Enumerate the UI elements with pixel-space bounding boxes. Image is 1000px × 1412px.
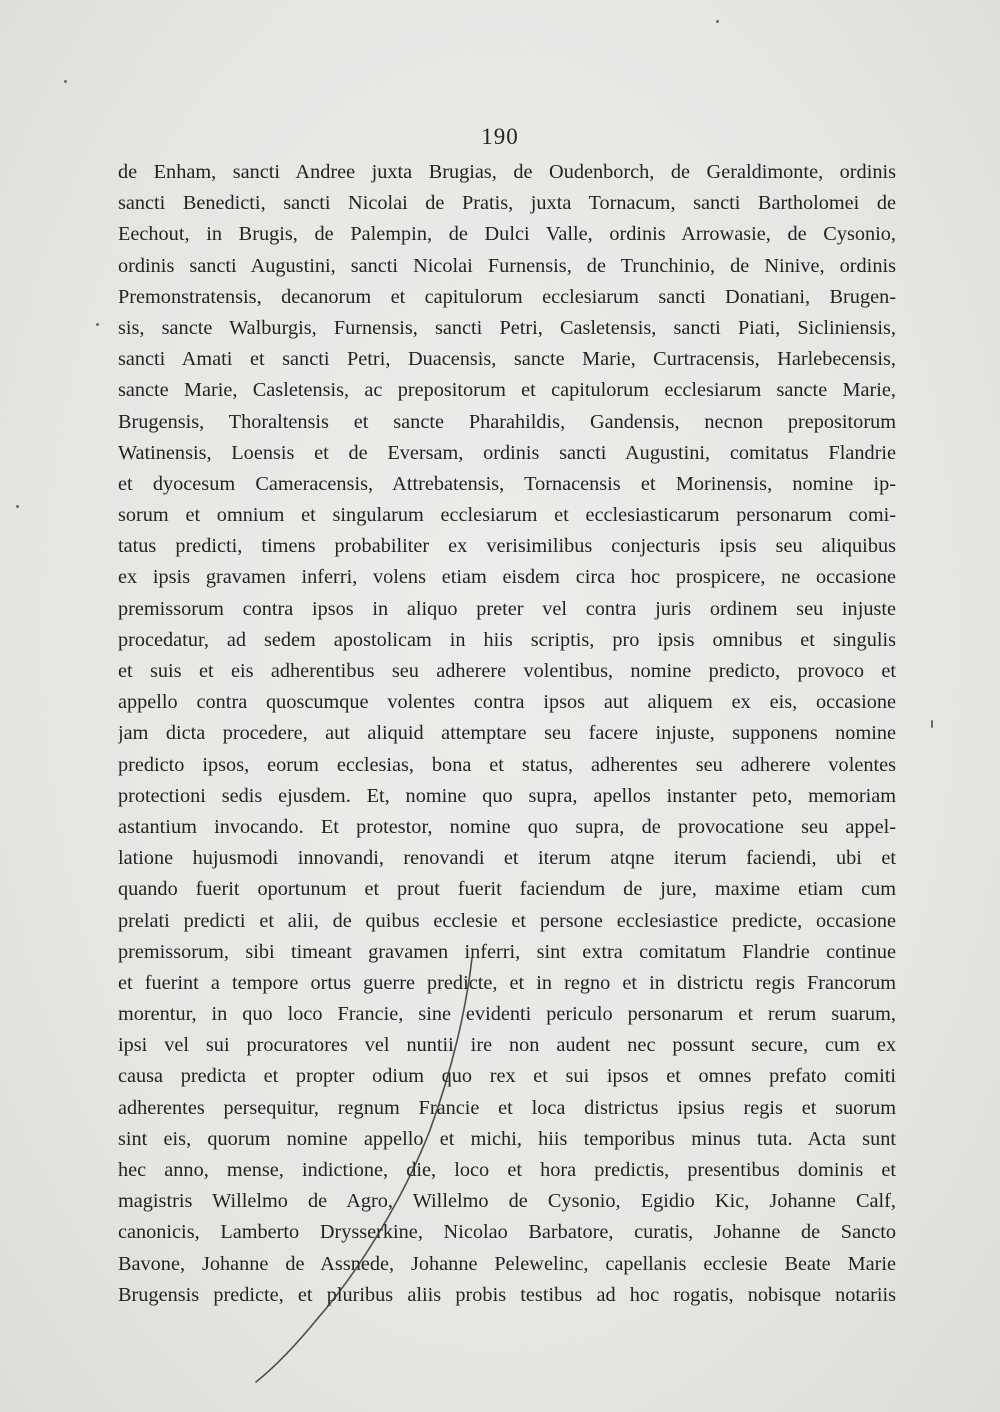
text-line: sint eis, quorum nomine appello et michi, hiis temporibus minus tuta. Acta sunt <box>118 1127 896 1150</box>
text-line: premissorum contra ipsos in aliquo preter vel contra juris ordinem seu injuste <box>118 597 896 620</box>
body-text <box>118 157 896 1311</box>
text-line: jam dicta procedere, aut aliquid attemptare seu facere injuste, supponens nomine <box>118 722 896 745</box>
text-line: et fuerint a tempore ortus guerre predicte, et in regno et in districtu regis Francorum <box>118 971 896 994</box>
text-line: astantium invocando. Et protestor, nomine quo supra, de provocatione seu appel- <box>118 815 896 838</box>
text-line: Eechout, in Brugis, de Palempin, de Dulci Valle, ordinis Arrowasie, de Cysonio, <box>118 223 896 246</box>
text-line: predicto ipsos, eorum ecclesias, bona et status, adherentes seu adherere volentes <box>118 753 896 776</box>
text-line: adherentes persequitur, regnum Francie et loca districtus ipsius regis et suorum <box>118 1096 896 1119</box>
dust-speck <box>16 505 19 508</box>
dust-speck <box>96 323 99 326</box>
text-line: prelati predicti et alii, de quibus ecclesie et persone ecclesiastice predicte, occasione <box>118 909 896 932</box>
text-line: premissorum, sibi timeant gravamen inferri, sint extra comitatum Flandrie continue <box>118 940 896 963</box>
text-line: protectioni sedis ejusdem. Et, nomine quo supra, apellos instanter peto, memoriam <box>118 784 896 807</box>
text-line: procedatur, ad sedem apostolicam in hiis scriptis, pro ipsis omnibus et singulis <box>118 628 896 651</box>
page-number: 190 <box>481 124 519 149</box>
dust-speck <box>64 80 67 83</box>
text-line: causa predicta et propter odium quo rex et sui ipsos et omnes prefato comiti <box>118 1065 896 1088</box>
text-line: et suis et eis adherentibus seu adherere volentibus, nomine predicto, provoco et <box>118 660 896 682</box>
text-line: magistris Willelmo de Agro, Willelmo de Cysonio, Egidio Kic, Johanne Calf, <box>118 1190 896 1213</box>
text-line: sancti Benedicti, sancti Nicolai de Pratis, juxta Tornacum, sancti Bartholomei de <box>118 192 896 215</box>
text-line: ex ipsis gravamen inferri, volens etiam eisdem circa hoc prospicere, ne occasione <box>118 566 896 589</box>
text-line: ipsi vel sui procuratores vel nuntii ire non audent nec possunt secure, cum ex <box>118 1034 896 1057</box>
text-line: quando fuerit oportunum et prout fuerit faciendum de jure, maxime etiam cum <box>118 878 896 901</box>
text-line: Bavone, Johanne de Assnede, Johanne Pelewelinc, capellanis ecclesie Beate Marie <box>118 1252 896 1275</box>
text-line: latione hujusmodi innovandi, renovandi et iterum atqne iterum faciendi, ubi et <box>118 847 896 870</box>
text-line: de Enham, sancti Andree juxta Brugias, de Oudenborch, de Geraldimonte, ordinis <box>118 161 896 183</box>
text-line: sis, sancte Walburgis, Furnensis, sancti Petri, Casletensis, sancti Piati, Sicliniensis, <box>118 316 896 339</box>
dust-speck <box>931 720 933 728</box>
text-line: Watinensis, Loensis et de Eversam, ordinis sancti Augustini, comitatus Flandrie <box>118 441 896 464</box>
text-line: Premonstratensis, decanorum et capitulorum ecclesiarum sancti Donatiani, Brugen- <box>118 285 896 308</box>
text-line: sancti Amati et sancti Petri, Duacensis, sancte Marie, Curtracensis, Harlebecensis, <box>118 348 896 371</box>
text-line: ordinis sancti Augustini, sancti Nicolai Furnensis, de Trunchinio, de Ninive, ordinis <box>118 254 896 277</box>
text-line: tatus predicti, timens probabiliter ex verisimilibus conjecturis ipsis seu aliquibus <box>118 535 896 558</box>
dust-speck <box>716 20 719 23</box>
text-line: et dyocesum Cameracensis, Attrebatensis, Tornacensis et Morinensis, nomine ip- <box>118 472 896 495</box>
text-line: Brugensis predicte, et pluribus aliis probis testibus ad hoc rogatis, nobisque notariis <box>118 1283 896 1306</box>
text-line: morentur, in quo loco Francie, sine evidenti periculo personarum et rerum suarum, <box>118 1003 896 1026</box>
text-line: sorum et omnium et singularum ecclesiarum et ecclesiasticarum personarum comi- <box>118 504 896 527</box>
text-line: hec anno, mense, indictione, die, loco et hora predictis, presentibus dominis et <box>118 1159 896 1181</box>
text-line: appello contra quoscumque volentes contra ipsos aut aliquem ex eis, occasione <box>118 691 896 714</box>
text-line: canonicis, Lamberto Drysserkine, Nicolao Barbatore, curatis, Johanne de Sancto <box>118 1221 896 1244</box>
text-line: Brugensis, Thoraltensis et sancte Pharahildis, Gandensis, necnon prepositorum <box>118 410 896 433</box>
text-line: sancte Marie, Casletensis, ac prepositorum et capitulorum ecclesiarum sancte Marie, <box>118 379 896 402</box>
